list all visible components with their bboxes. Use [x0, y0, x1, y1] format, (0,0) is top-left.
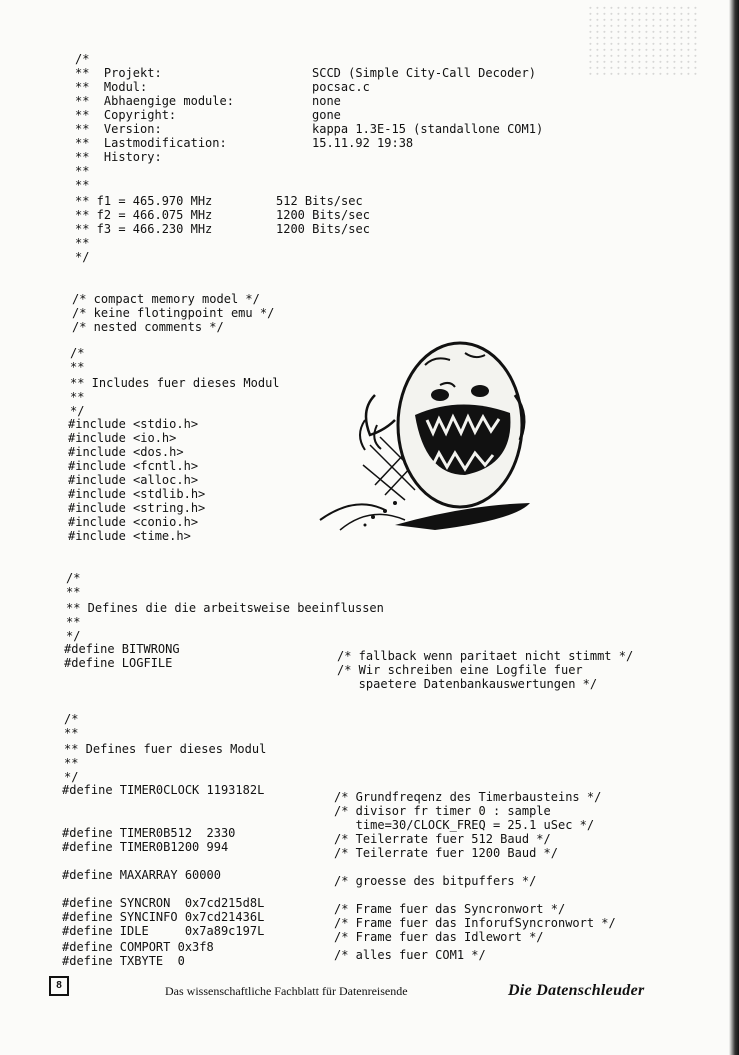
defines-module-line: #define SYNCRON 0x7cd215d8L [62, 896, 265, 910]
defines-module-comments-line: /* divisor fr timer 0 : sample [334, 804, 551, 818]
defines-behaviour-line: */ [66, 629, 81, 643]
defines-module-comments-line: /* alles fuer COM1 */ [334, 948, 486, 962]
defines-module-comments-line: /* groesse des bitpuffers */ [334, 874, 537, 888]
defines-behaviour-comments-line: /* Wir schreiben eine Logfile fuer [337, 663, 583, 677]
includes-block-line: #include <time.h> [68, 529, 191, 543]
includes-block-line: #include <dos.h> [68, 445, 184, 459]
defines-module-line: */ [64, 770, 79, 784]
header-values-line: 15.11.92 19:38 [312, 136, 414, 150]
header-block-line: ** Abhaengige module: [75, 94, 234, 108]
defines-module-comments-line: /* Frame fuer das InforufSyncronwort */ [334, 916, 616, 930]
defines-module-comments-line: /* Teilerrate fuer 512 Baud */ [334, 832, 551, 846]
header-block-line: */ [75, 250, 90, 264]
defines-module-line: #define TIMER0B1200 994 [62, 840, 229, 854]
includes-block-line: ** Includes fuer dieses Modul [70, 376, 280, 390]
header-block-line: ** [75, 178, 90, 192]
defines-module-line: /* [64, 712, 79, 726]
defines-module-line: #define IDLE 0x7a89c197L [62, 924, 265, 938]
includes-block-line: /* [70, 346, 85, 360]
header-block-line: ** Modul: [75, 80, 148, 94]
defines-behaviour-line: /* [66, 571, 81, 585]
includes-block-line: #include <fcntl.h> [68, 459, 199, 473]
header-block-line: ** Projekt: [75, 66, 162, 80]
defines-module-comments-line: /* Teilerrate fuer 1200 Baud */ [334, 846, 558, 860]
defines-module-line: ** [64, 756, 79, 770]
defines-module-comments-line: time=30/CLOCK_FREQ = 25.1 uSec */ [334, 818, 595, 832]
baud-rates-line: 1200 Bits/sec [276, 208, 370, 222]
includes-block-line: */ [70, 404, 85, 418]
baud-rates-line: 1200 Bits/sec [276, 222, 370, 236]
defines-module-line: #define TIMER0CLOCK 1193182L [62, 783, 265, 797]
defines-module-line: #define COMPORT 0x3f8 [62, 940, 214, 954]
includes-block-line: #include <alloc.h> [68, 473, 199, 487]
header-values-line: none [312, 94, 341, 108]
defines-module-comments-line: /* Grundfreqenz des Timerbausteins */ [334, 790, 602, 804]
header-block-line: /* [75, 52, 90, 66]
scan-noise [589, 6, 699, 76]
memory-comments-line: /* keine flotingpoint emu */ [72, 306, 275, 320]
defines-module-line: #define TXBYTE 0 [62, 954, 185, 968]
header-values-line: kappa 1.3E-15 (standallone COM1) [312, 122, 544, 136]
includes-block-line: #include <stdio.h> [68, 417, 199, 431]
header-values-line: pocsac.c [312, 80, 370, 94]
header-block-line: ** f3 = 466.230 MHz [75, 222, 213, 236]
header-block-line: ** [75, 236, 90, 250]
screaming-egg-illustration [315, 325, 535, 535]
defines-behaviour-comments-line: /* fallback wenn paritaet nicht stimmt */ [337, 649, 634, 663]
includes-block-line: #include <string.h> [68, 501, 206, 515]
defines-module-comments-line: /* Frame fuer das Idlewort */ [334, 930, 544, 944]
defines-behaviour-line: #define BITWRONG [64, 642, 180, 656]
defines-behaviour-comments-line: spaetere Datenbankauswertungen */ [337, 677, 598, 691]
header-block-line: ** f2 = 466.075 MHz [75, 208, 213, 222]
defines-module-line: #define MAXARRAY 60000 [62, 868, 221, 882]
includes-block-line: #include <io.h> [68, 431, 177, 445]
baud-rates-line: 512 Bits/sec [276, 194, 363, 208]
defines-module-line: ** Defines fuer dieses Modul [64, 742, 267, 756]
includes-block-line: ** [70, 390, 85, 404]
header-block-line: ** [75, 164, 90, 178]
defines-module-comments-line: /* Frame fuer das Syncronwort */ [334, 902, 566, 916]
header-values-line: SCCD (Simple City-Call Decoder) [312, 66, 536, 80]
memory-comments-line: /* nested comments */ [72, 320, 224, 334]
defines-module-line: ** [64, 726, 79, 740]
header-block-line: ** f1 = 465.970 MHz [75, 194, 213, 208]
defines-behaviour-line: #define LOGFILE [64, 656, 173, 670]
page-edge-shadow [729, 0, 739, 1055]
includes-block-line: ** [70, 360, 85, 374]
journal-brand: Die Datenschleuder [508, 982, 645, 999]
includes-block-line: #include <conio.h> [68, 515, 199, 529]
header-block-line: ** History: [75, 150, 162, 164]
defines-behaviour-line: ** [66, 585, 81, 599]
header-block-line: ** Version: [75, 122, 162, 136]
defines-module-line: #define SYNCINFO 0x7cd21436L [62, 910, 265, 924]
journal-tagline: Das wissenschaftliche Fachblatt für Datenreisende [165, 984, 408, 998]
includes-block-line: #include <stdlib.h> [68, 487, 206, 501]
header-block-line: ** Lastmodification: [75, 136, 227, 150]
defines-behaviour-line: ** Defines die die arbeitsweise beeinflussen [66, 601, 384, 615]
header-block-line: ** Copyright: [75, 108, 177, 122]
header-values-line: gone [312, 108, 341, 122]
defines-module-line: #define TIMER0B512 2330 [62, 826, 236, 840]
memory-comments-line: /* compact memory model */ [72, 292, 260, 306]
defines-behaviour-line: ** [66, 615, 81, 629]
page-number: 8 [49, 976, 69, 996]
